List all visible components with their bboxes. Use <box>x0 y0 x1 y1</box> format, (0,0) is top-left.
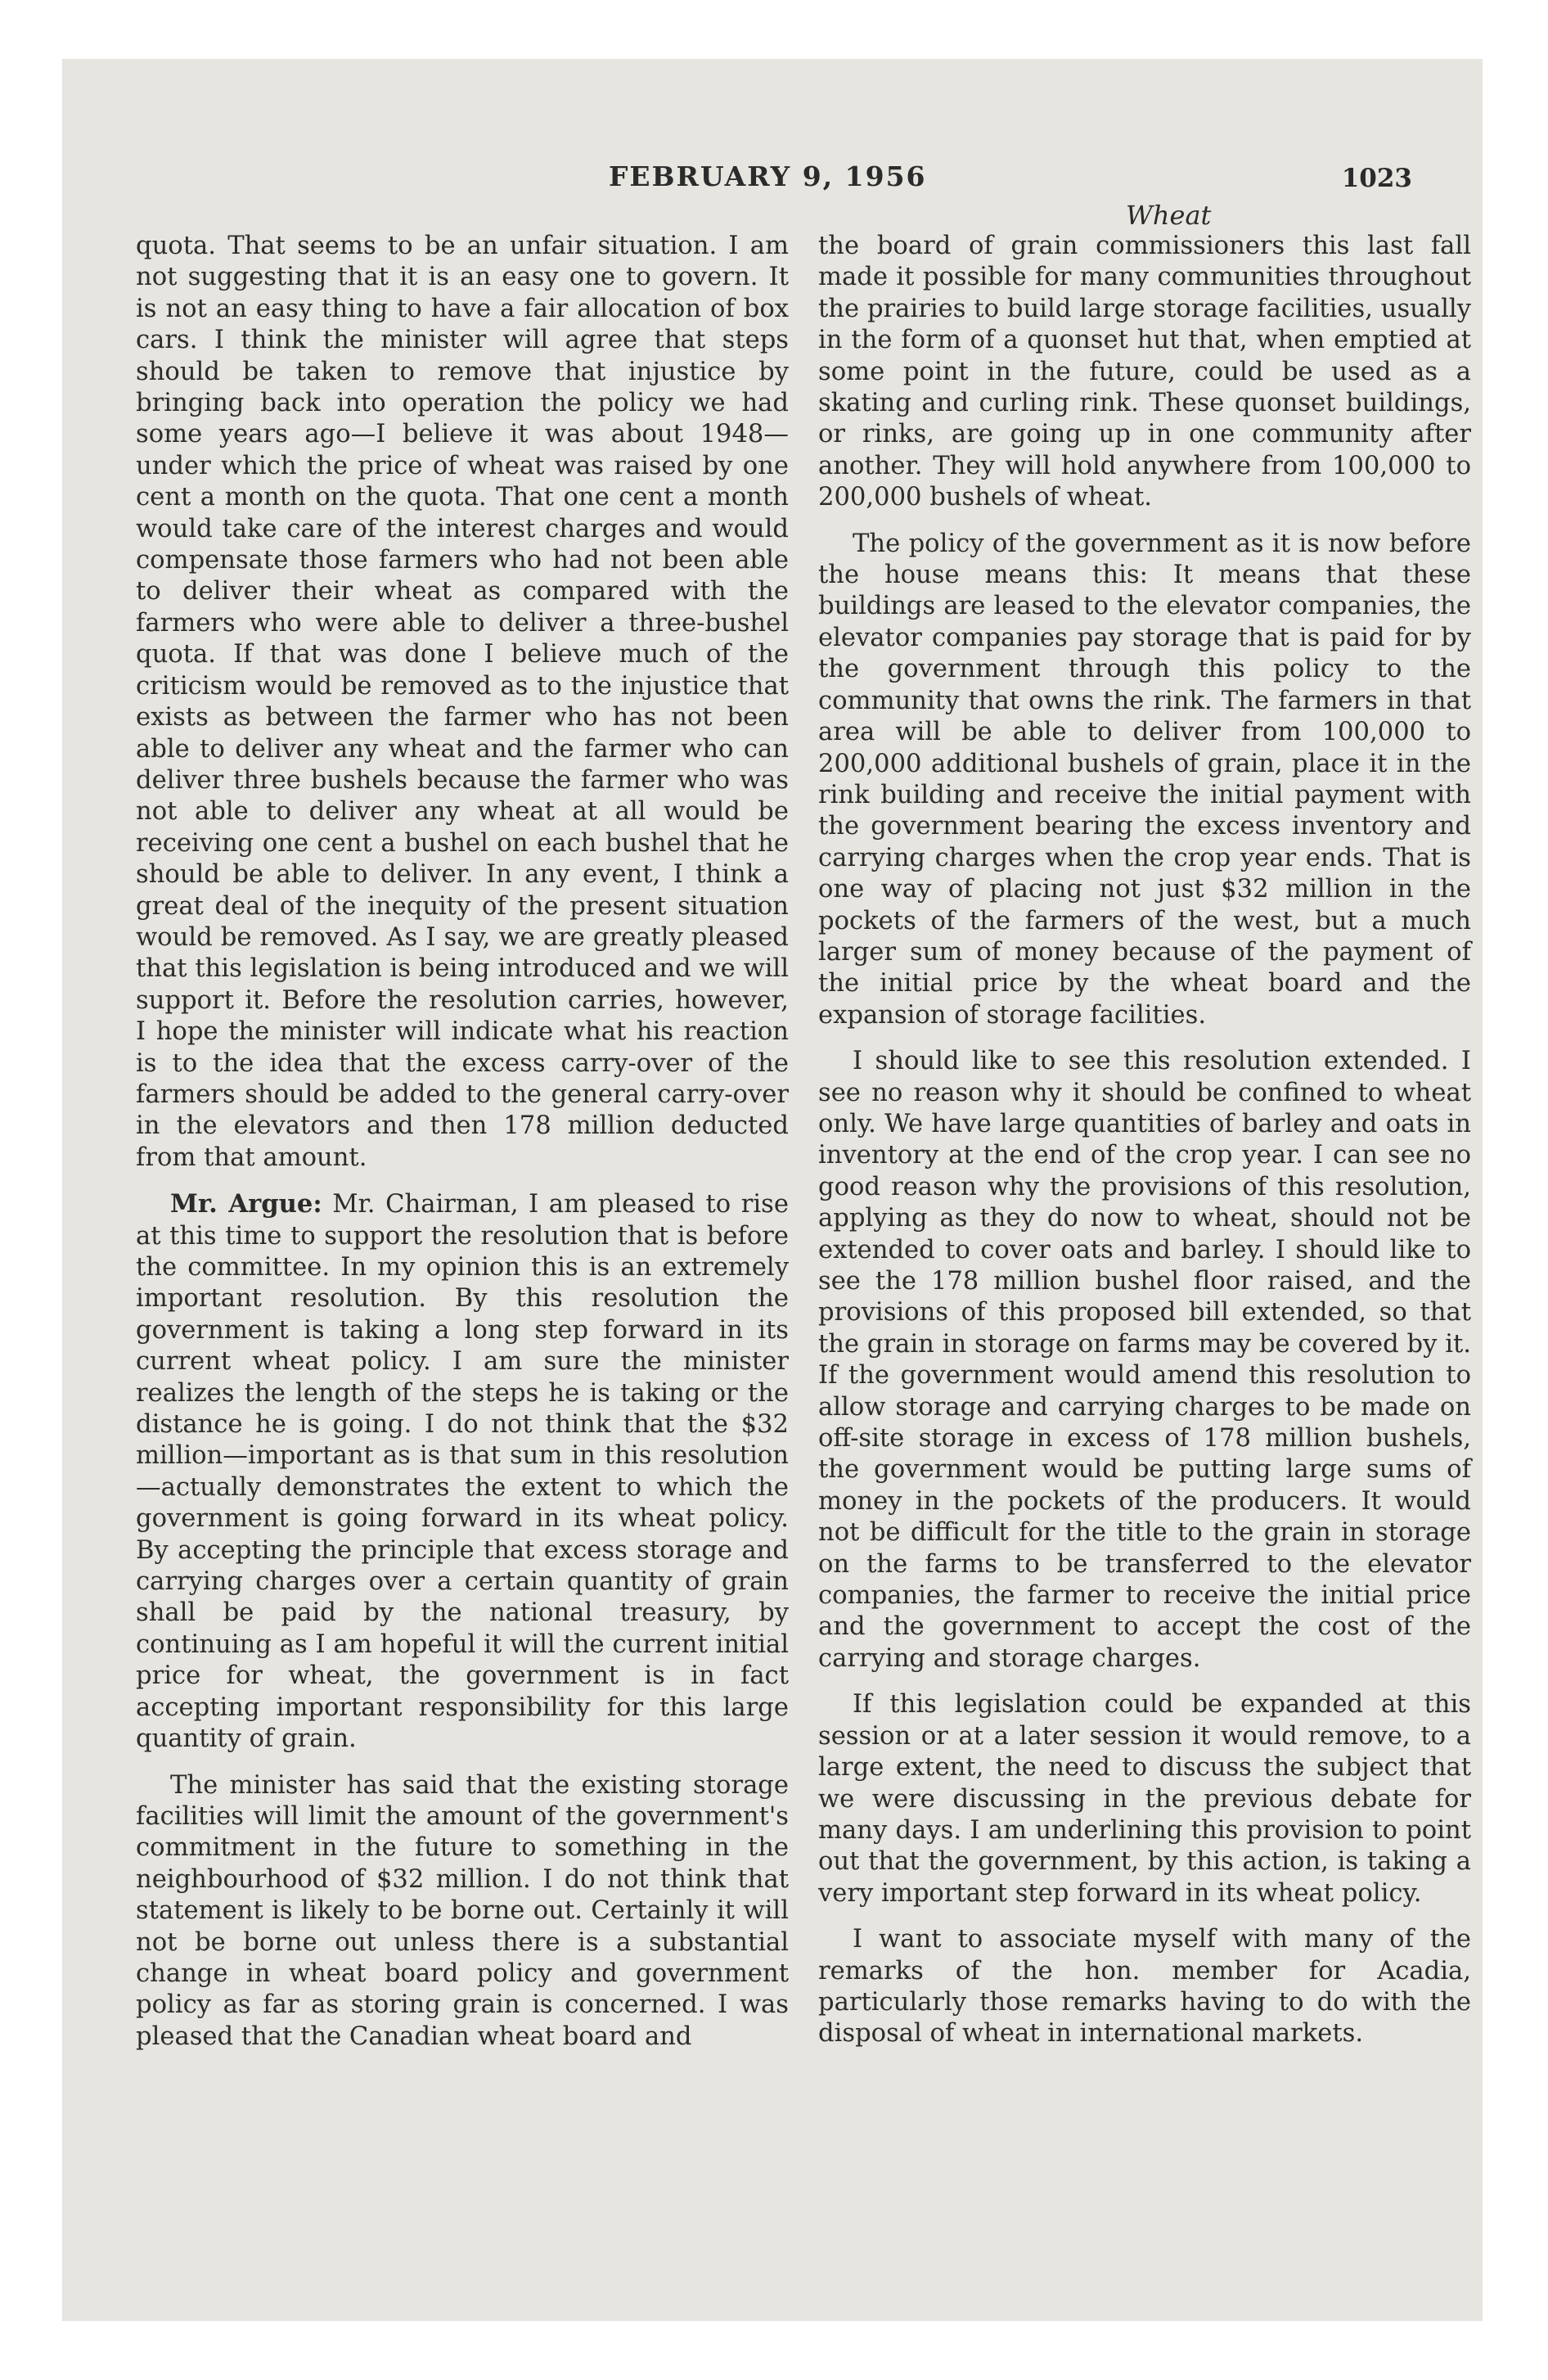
speech-text: Mr. Chairman, I am pleased to rise at this time to support the resolution that is before the committee. In my opinion this is an extremely important resolution. By this resolution the government is taking a long step forward in its current wheat policy. I am sure the minister realizes the length of the steps he is taking or the distance he is going. I do not think that the $32 million—important as is that sum in this resolution—actually demonstrates the extent to which the government is going forward in its wheat policy. By accepting the principle that excess storage and carrying charges over a certain quantity of grain shall be paid by the national treasury, by continuing as I am hopeful it will the current initial price for wheat, the government is in fact accepting important responsibility for this large quantity of grain. <box>136 1190 789 1754</box>
paragraph: I should like to see this resolution extended. I see no reason why it should be confined to wheat only. We have large quantities of barley and oats in inventory at the end of the crop year. I can see no good reason why the provisions of this resolution, applying as they do now to wheat, should not be extended to cover oats and barley. I should like to see the 178 million bushel floor raised, and the provisions of this proposed bill extended, so that the grain in storage on farms may be covered by it. If the government would amend this resolution to allow storage and carrying charges to be made on off-site storage in excess of 178 million bushels, the government would be putting large sums of money in the pockets of the producers. It would not be difficult for the title to the grain in storage on the farms to be transferred to the elevator companies, the farmer to receive the initial price and the government to accept the cost of the carrying and storage charges. <box>818 1047 1471 1673</box>
paragraph: The minister has said that the existing storage facilities will limit the amount of the government's commitment in the future to something in the neighbourhood of $32 million. I do not think that statement is likely to be borne out. Certainly it will not be borne out unless there is a substantial change in wheat board policy and government policy as far as storing grain is concerned. I was pleased that the Canadian wheat board and <box>136 1770 789 2051</box>
paragraph: The policy of the government as it is now before the house means this: It means that these buildings are leased to the elevator companies, the elevator companies pay storage that is paid for by the government through this policy to the community that owns the rink. The farmers in that area will be able to deliver from 100,000 to 200,000 additional bushels of grain, place it in the rink building and receive the initial payment with the government bearing the excess inventory and carrying charges when the crop year ends. That is one way of placing not just $32 million in the pockets of the farmers of the west, but a much larger sum of money because of the payment of the initial price by the wheat board and the expansion of storage facilities. <box>818 529 1471 1030</box>
header-date: FEBRUARY 9, 1956 <box>609 160 927 192</box>
speaker-name: Mr. Argue: <box>170 1189 322 1219</box>
page-header <box>62 160 1483 210</box>
document-page <box>62 59 1483 2321</box>
page-number: 1023 <box>1341 164 1412 193</box>
paragraph: quota. That seems to be an unfair situation. I am not suggesting that it is an easy one to govern. It is not an easy thing to have a fair allocation of box cars. I think the minister will agree that steps should be taken to remove that injustice by bringing back into operation the policy we had some years ago—I believe it was about 1948—under which the price of wheat was raised by one cent a month on the quota. That one cent a month would take care of the interest charges and would compensate those farmers who had not been able to deliver their wheat as compared with the farmers who were able to deliver a three-bushel quota. If that was done I believe much of the criticism would be removed as to the injustice that exists as between the farmer who has not been able to deliver any wheat and the farmer who can deliver three bushels because the farmer who was not able to deliver any wheat at all would be receiving one cent a bushel on each bushel that he should be able to deliver. In any event, I think a great deal of the inequity of the present situation would be removed. As I say, we are greatly pleased that this legislation is being introduced and we will support it. Before the resolution carries, however, I hope the minister will indicate what his reaction is to the idea that the excess carry-over of the farmers should be added to the general carry-over in the elevators and then 178 million deducted from that amount. <box>136 232 789 1172</box>
left-column <box>136 231 789 2067</box>
paragraph: If this legislation could be expanded at this session or at a later session it would remove, to a large extent, the need to discuss the subject that we were discussing in the previous debate for many days. I am underlining this provision to point out that the government, by this action, is taking a very important step forward in its wheat policy. <box>818 1690 1471 1908</box>
speaker-paragraph <box>136 1188 789 1755</box>
paragraph: I want to associate myself with many of the remarks of the hon. member for Acadia, particularly those remarks having to do with the disposal of wheat in international markets. <box>818 1925 1471 2049</box>
paragraph: the board of grain commissioners this last fall made it possible for many communities throughout the prairies to build large storage facilities, usually in the form of a quonset hut that, when emptied at some point in the future, could be used as a skating and curling rink. These quonset buildings, or rinks, are going up in one community after another. They will hold anywhere from 100,000 to 200,000 bushels of wheat. <box>818 232 1471 512</box>
section-title: Wheat <box>1126 200 1212 231</box>
right-column <box>818 231 1471 2065</box>
